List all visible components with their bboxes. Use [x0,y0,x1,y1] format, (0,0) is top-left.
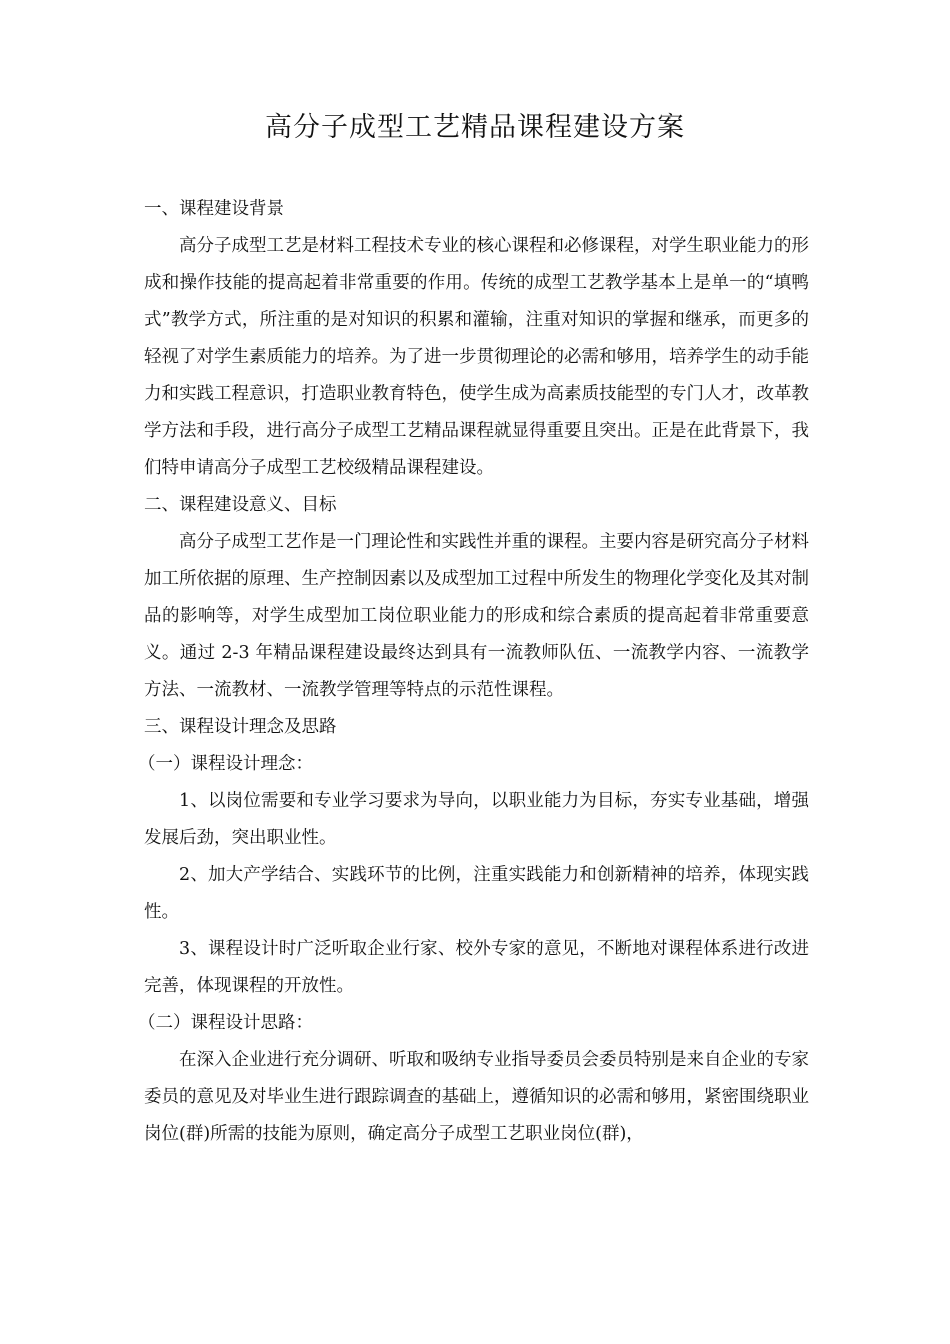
section-heading-design: 三、课程设计理念及思路 [144,717,337,737]
paragraph-approach: 在深入企业进行充分调研、听取和吸纳专业指导委员会委员特别是来自企业的专家委员的意见及对毕业生进行跟踪调查的基础上，遵循知识的必需和够用，紧密围绕职业岗位(群)所需的技能为原则，确定高分子成型工艺职业岗位(群)， [144,1050,809,1144]
subsection-heading-approach: （二）课程设计思路： [138,1013,313,1033]
subsection-heading-concept: （一）课程设计理念： [138,754,313,774]
paragraph-background: 高分子成型工艺是材料工程技术专业的核心课程和必修课程，对学生职业能力的形成和操作技能的提高起着非常重要的作用。传统的成型工艺教学基本上是单一的“填鸭式”教学方式，所注重的是对知识的积累和灌输，注重对知识的掌握和继承，而更多的轻视了对学生素质能力的培养。为了进一步贯彻理论的必需和够用，培养学生的动手能力和实践工程意识，打造职业教育特色，使学生成为高素质技能型的专门人才，改革教学方法和手段，进行高分子成型工艺精品课程就显得重要且突出。正是在此背景下，我们特申请高分子成型工艺校级精品课程建设。 [144,236,809,478]
list-item-concept-1: 1、以岗位需要和专业学习要求为导向，以职业能力为目标，夯实专业基础，增强发展后劲，突出职业性。 [144,791,809,848]
document-body [138,191,809,1153]
paragraph-goals: 高分子成型工艺作是一门理论性和实践性并重的课程。主要内容是研究高分子材料加工所依据的原理、生产控制因素以及成型加工过程中所发生的物理化学变化及其对制品的影响等，对学生成型加工岗位职业能力的形成和综合素质的提高起着非常重要意义。通过 2-3 年精品课程建设最终达到具有一流教师队伍、一流教学内容、一流教学方法、一流教材、一流教学管理等特点的示范性课程。 [144,532,809,700]
list-item-concept-2: 2、加大产学结合、实践环节的比例，注重实践能力和创新精神的培养，体现实践性。 [144,865,809,922]
section-heading-background: 一、课程建设背景 [144,199,284,219]
list-item-concept-3: 3、课程设计时广泛听取企业行家、校外专家的意见，不断地对课程体系进行改进完善，体现课程的开放性。 [144,939,809,996]
section-heading-goals: 二、课程建设意义、目标 [144,495,337,515]
document-title: 高分子成型工艺精品课程建设方案 [265,112,685,143]
